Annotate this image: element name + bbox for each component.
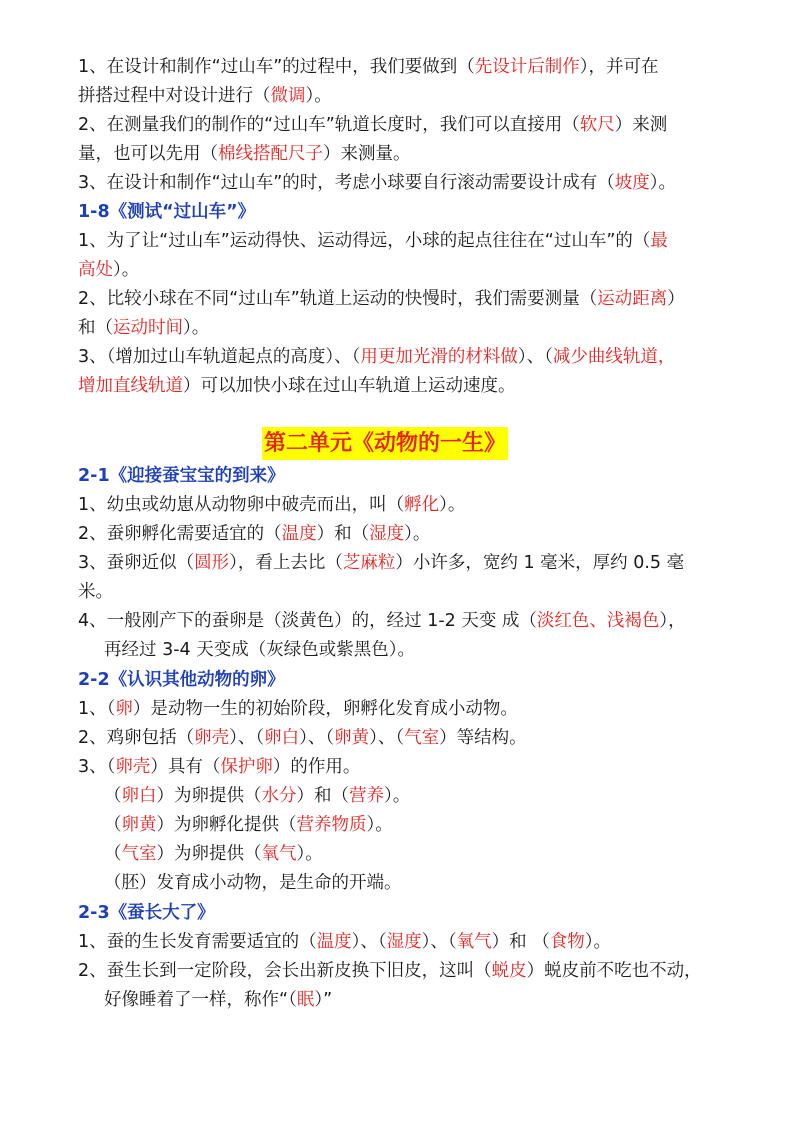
text-segment: ）和 （	[491, 932, 550, 952]
text-segment: ）。	[366, 815, 393, 835]
text-segment: ）。	[404, 524, 431, 544]
text-segment: ）等结构。	[439, 728, 527, 748]
answer-text: 食物	[549, 932, 585, 952]
text-line	[78, 956, 702, 986]
answer-text: 最	[650, 231, 668, 251]
answer-text: 氧气	[456, 932, 492, 952]
text-segment: ）。	[183, 318, 210, 338]
text-line	[78, 371, 516, 401]
text-segment: ）。	[384, 786, 411, 806]
text-segment: 1、幼虫或幼崽从动物卵中破壳而出，叫（	[78, 495, 405, 515]
answer-text: 卵壳	[115, 757, 151, 777]
text-line	[78, 168, 676, 198]
text-segment: ），看上去比（	[229, 553, 343, 573]
text-segment: ）为卵提供（	[156, 786, 262, 806]
text-segment: 1、（	[78, 699, 116, 719]
answer-text: 孵化	[404, 495, 440, 515]
text-segment: 拼搭过程中对设计进行（	[78, 86, 271, 106]
text-line	[78, 139, 411, 169]
text-segment: 1、为了让“过山车”运动得快、运动得远，小球的起点往往在“过山车”的（	[78, 231, 651, 251]
text-segment: ）。	[305, 86, 332, 106]
answer-text: 淡红色、浅褐色	[536, 611, 660, 631]
answer-text: 卵白	[264, 728, 300, 748]
text-line	[78, 313, 209, 343]
text-segment: 2、在测量我们的制作的“过山车”轨道长度时，我们可以直接用（	[78, 115, 580, 135]
answer-text: 卵黄	[121, 815, 157, 835]
answer-text: 卵白	[121, 786, 157, 806]
answer-text: 用更加光滑的材料做	[360, 347, 518, 367]
answer-text: 卵	[115, 699, 133, 719]
answer-text: 减少曲线轨道，	[552, 347, 676, 367]
answer-text: 湿度	[369, 524, 405, 544]
text-segment: 再经过 3-4 天变成（灰绿色或紫黑色）。	[104, 640, 415, 660]
answer-text: 微调	[270, 86, 306, 106]
text-line	[78, 284, 685, 314]
text-segment: （胚）发育成小动物，是生命的开端。	[104, 873, 402, 893]
text-segment: 2、比较小球在不同“过山车”轨道上运动的快慢时，我们需要测量（	[78, 289, 598, 309]
answer-text: 气室	[404, 728, 440, 748]
text-segment: ）。	[113, 260, 140, 280]
answer-text: 棉线搭配尺子	[218, 144, 323, 164]
text-segment: ）。	[649, 173, 677, 193]
answer-text: 水分	[261, 786, 297, 806]
text-line	[78, 52, 659, 82]
text-segment: 量，也可以先用（	[78, 144, 218, 164]
text-line	[104, 781, 410, 811]
text-segment: ）	[667, 289, 685, 309]
text-line	[78, 694, 518, 724]
text-segment: 3、（增加过山车轨道起点的高度）、（	[78, 347, 361, 367]
text-segment: （	[104, 815, 122, 835]
text-segment: 4、一般刚产下的蚕卵是（淡黄色）的，经过 1-2 天变 成（	[78, 611, 537, 631]
answer-text: 先设计后制作	[474, 57, 580, 77]
answer-text: 湿度	[386, 932, 422, 952]
text-line	[104, 868, 402, 898]
text-line	[78, 723, 527, 753]
answer-text: 蜕皮	[491, 961, 527, 981]
text-segment: ）。	[439, 495, 466, 515]
text-line	[78, 490, 465, 520]
text-segment: ）是动物一生的初始阶段，卵孵化发育成小动物。	[132, 699, 518, 719]
text-segment: ）具有（	[150, 757, 221, 777]
text-line	[104, 635, 415, 665]
text-segment: ）”	[314, 990, 333, 1010]
answer-text: 营养	[349, 786, 384, 806]
text-segment: ），	[659, 611, 686, 631]
text-line	[104, 839, 323, 869]
text-line	[78, 548, 684, 578]
text-line	[78, 927, 611, 957]
text-line	[78, 226, 668, 256]
section-heading: 2-1《迎接蚕宝宝的到来》	[78, 466, 285, 486]
text-segment: 2、蚕生长到一定阶段，会长出新皮换下旧皮，这叫（	[78, 961, 492, 981]
text-segment: 2、鸡卵包括（	[78, 728, 195, 748]
text-segment: ）。	[584, 932, 611, 952]
text-line	[78, 81, 332, 111]
text-segment: ）来测量。	[323, 144, 411, 164]
text-segment: ）蜕皮前不吃也不动，	[526, 961, 702, 981]
text-line	[104, 985, 332, 1015]
text-segment: ）、（	[517, 347, 553, 367]
answer-text: 氧气	[261, 844, 297, 864]
answer-text: 圆形	[194, 553, 230, 573]
text-segment: ）、（	[351, 932, 387, 952]
text-segment: ）、（	[369, 728, 405, 748]
section-heading: 2-2《认识其他动物的卵》	[78, 670, 285, 690]
answer-text: 卵壳	[194, 728, 230, 748]
text-segment: ）的作用。	[272, 757, 361, 777]
text-line	[78, 752, 360, 782]
text-segment: 和（	[78, 318, 113, 338]
text-segment: ）为卵孵化提供（	[156, 815, 297, 835]
text-segment: 米。	[78, 582, 113, 602]
text-segment: 3、蚕卵近似（	[78, 553, 195, 573]
text-line	[104, 810, 393, 840]
answer-text: 运动距离	[597, 289, 668, 309]
answer-text: 芝麻粒	[342, 553, 396, 573]
answer-text: 温度	[281, 524, 317, 544]
text-segment: 2、蚕卵孵化需要适宜的（	[78, 524, 282, 544]
text-line	[78, 255, 139, 285]
section-heading: 1-8《测试“过山车”》	[78, 202, 256, 222]
answer-text: 温度	[316, 932, 352, 952]
text-segment: 1、在设计和制作“过山车”的过程中，我们要做到（	[78, 57, 475, 77]
text-segment: ）、（	[229, 728, 265, 748]
unit-title: 第二单元《动物的一生》	[262, 427, 508, 460]
text-line	[78, 110, 667, 140]
answer-text: 增加直线轨道	[78, 376, 183, 396]
answer-text: 气室	[121, 844, 157, 864]
text-segment: ）和（	[316, 524, 370, 544]
text-segment: ）、（	[421, 932, 457, 952]
text-line	[78, 519, 430, 549]
answer-text: 高处	[78, 260, 113, 280]
text-line	[78, 577, 113, 607]
text-segment: ）来测	[614, 115, 668, 135]
text-line	[78, 606, 686, 636]
text-segment: ）可以加快小球在过山车轨道上运动速度。	[183, 376, 516, 396]
text-segment: ）为卵提供（	[156, 844, 262, 864]
section-heading: 2-3《蚕长大了》	[78, 903, 215, 923]
text-line	[78, 342, 675, 372]
answer-text: 眠	[296, 990, 315, 1010]
text-segment: 3、在设计和制作“过山车”的时，考虑小球要自行滚动需要设计成有（	[78, 173, 615, 193]
answer-text: 软尺	[579, 115, 615, 135]
text-segment: 1、蚕的生长发育需要适宜的（	[78, 932, 317, 952]
text-segment: （	[104, 844, 122, 864]
text-segment: ）。	[296, 844, 323, 864]
text-segment: ），并可在	[579, 57, 659, 77]
answer-text: 运动时间	[113, 318, 183, 338]
text-segment: （	[104, 786, 122, 806]
answer-text: 卵黄	[334, 728, 370, 748]
answer-text: 保护卵	[220, 757, 273, 777]
text-segment: ）小许多，宽约 1 毫米，厚约 0.5 毫	[395, 553, 685, 573]
text-segment: 3、（	[78, 757, 116, 777]
answer-text: 坡度	[614, 173, 650, 193]
text-segment: ）和（	[296, 786, 349, 806]
text-segment: ）、（	[299, 728, 335, 748]
text-segment: 好像睡着了一样，称作“（	[104, 990, 297, 1010]
answer-text: 营养物质	[296, 815, 367, 835]
